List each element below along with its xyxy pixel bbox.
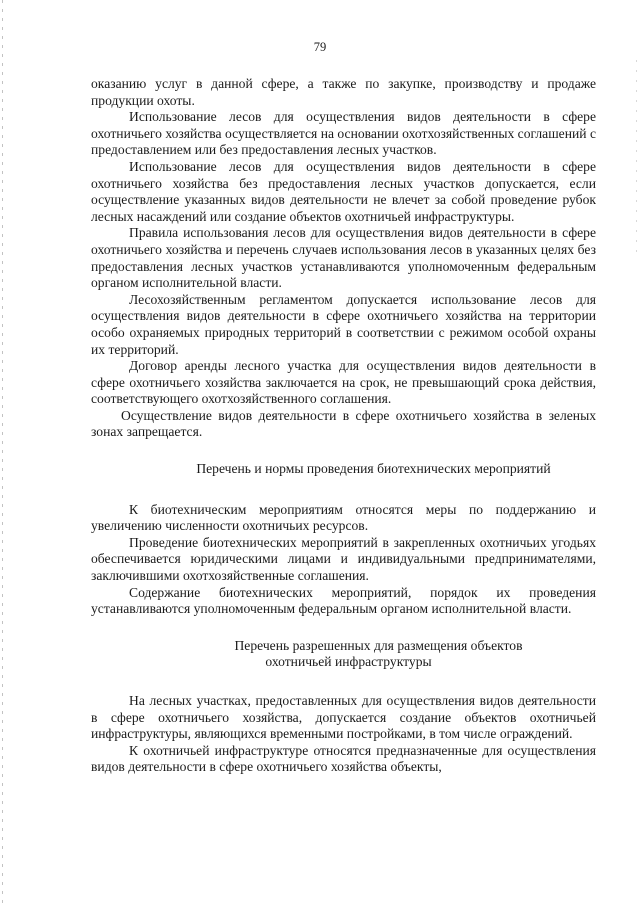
paragraph: Содержание биотехнических мероприятий, порядок их проведения устанавливаются уполномоченным федеральным органом исполнительной власти. <box>91 584 596 617</box>
page-number: 79 <box>313 40 327 54</box>
section-heading-line: Перечень разрешенных для размещения объектов <box>234 637 523 653</box>
paragraph: Использование лесов для осуществления видов деятельности в сфере охотничьего хозяйства осуществляется на основании охотхозяйственных соглашений с предоставлением или без предоставления лесных участков. <box>91 109 596 158</box>
document-body <box>91 76 596 776</box>
section-heading: Перечень и нормы проведения биотехнических мероприятий <box>196 461 551 477</box>
paragraph: Использование лесов для осуществления видов деятельности в сфере охотничьего хозяйства без предоставления лесных участков допускается, если осуществление указанных видов деятельности не влечет за собой проведение рубок лесных насаждений или создание объектов охотничьей инфраструктуры. <box>91 158 596 224</box>
section-heading <box>91 638 596 671</box>
paragraph: Осуществление видов деятельности в сфере охотничьего хозяйства в зеленых зонах запрещается. <box>91 407 596 440</box>
paragraph: Проведение биотехнических мероприятий в закрепленных охотничьих угодьях обеспечивается юридическими лицами и индивидуальными предпринимателями, заключившими охотхозяйственные соглашения. <box>91 534 596 584</box>
scan-edge-mark <box>2 0 3 905</box>
paragraph: Лесохозяйственным регламентом допускается использование лесов для осуществления видов деятельности в сфере охотничьего хозяйства на территории особо охраняемых природных территорий в соответствии с режимом особой охраны их территорий. <box>91 291 596 357</box>
paragraph: К охотничьей инфраструктуре относятся предназначенные для осуществления видов деятельности в сфере охотничьего хозяйства объекты, <box>91 742 596 775</box>
paragraph: На лесных участках, предоставленных для осуществления видов деятельности в сфере охотничьего хозяйства, допускается создание объектов охотничьей инфраструктуры, являющихся временными постройками, в том числе ограждений. <box>91 693 596 742</box>
paragraph: К биотехническим мероприятиям относятся меры по поддержанию и увеличению численности охотничьих ресурсов. <box>91 501 596 534</box>
paragraph: Договор аренды лесного участка для осуществления видов деятельности в сфере охотничьего хозяйства заключается на срок, не превышающий срока действия, соответствующего охотхозяйственного соглашения. <box>91 358 596 407</box>
section-heading-line: охотничьей инфраструктуры <box>265 654 432 670</box>
scan-edge-mark <box>636 60 637 260</box>
paragraph: Правила использования лесов для осуществления видов деятельности в сфере охотничьего хозяйства и перечень случаев использования лесов в указанных целях без предоставления лесных участков устанавливаются уполномоченным федеральным органом исполнительной власти. <box>91 225 596 291</box>
paragraph: оказанию услуг в данной сфере, а также по закупке, производству и продаже продукции охоты. <box>91 76 596 108</box>
